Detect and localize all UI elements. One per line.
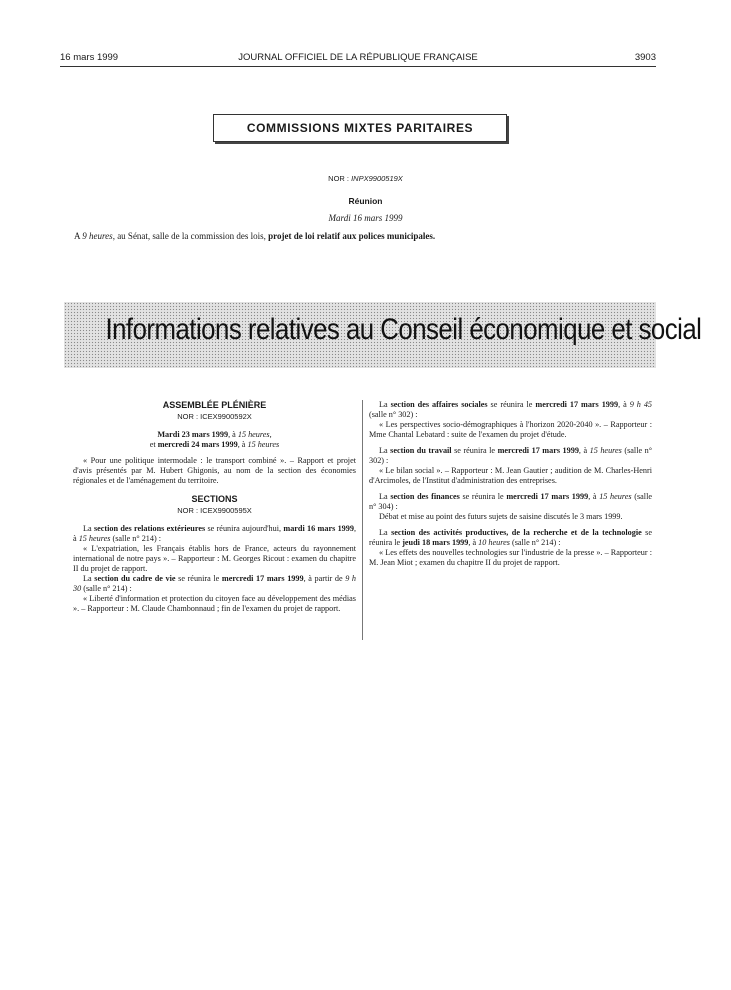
cmp-line-subject: projet de loi relatif aux polices municipales.	[268, 231, 436, 241]
ap-and: et	[149, 440, 158, 449]
header-rule	[60, 66, 656, 67]
r3-b: section des finances	[390, 492, 460, 501]
r3-g: (salle n° 304) :	[369, 492, 652, 511]
ap-nor: NOR : ICEX9900592X	[177, 412, 252, 421]
r2-e: , à	[578, 446, 590, 455]
r4-intro	[369, 528, 652, 548]
header-date: 16 mars 1999	[60, 52, 119, 63]
ap-time1: 15 heures	[237, 430, 270, 439]
r1-f: 9 h 45	[629, 400, 653, 409]
ap-date-line-2	[73, 440, 356, 450]
s2-d: mercredi 17 mars 1999	[221, 574, 304, 583]
cmp-nor-code: INPX9900519X	[351, 174, 403, 183]
ap-text: « Pour une politique intermodale : le transport combiné ». – Rapport et projet d'avis présentés par M. Hubert Ghigonis, au nom de la section des économies régionales et de l'aménagement du territoire.	[73, 456, 356, 485]
s2-e: , à partir de	[303, 574, 346, 583]
s1-e: , à	[73, 524, 357, 543]
r1-g: (salle n° 302) :	[369, 410, 418, 419]
r2-g: (salle n° 302) :	[369, 446, 652, 465]
r3-text: Débat et mise au point des futurs sujets de saisine discutés le 3 mars 1999.	[379, 512, 623, 521]
s1-f: 15 heures	[78, 534, 111, 543]
r1-a: La	[379, 400, 391, 409]
s2-c: se réunira le	[175, 574, 222, 583]
ap-date1: Mardi 23 mars 1999	[157, 430, 229, 439]
r2-text: « Le bilan social ». – Rapporteur : M. Jean Gautier ; audition de M. Charles-Henri d'Arcimoles, de l'Institut d'administration des entreprises.	[369, 466, 652, 485]
r1-b: section des affaires sociales	[390, 400, 488, 409]
s1-c: se réunira aujourd'hui,	[205, 524, 284, 533]
page-header	[60, 52, 656, 66]
r4-d: jeudi 18 mars 1999	[402, 538, 469, 547]
s1-a: La	[83, 524, 94, 533]
cmp-reunion: Réunion	[348, 196, 383, 206]
header-journal-title: JOURNAL OFFICIEL DE LA RÉPUBLIQUE FRANÇAISE	[238, 52, 478, 63]
r1-d: mercredi 17 mars 1999	[535, 400, 619, 409]
right-column	[369, 400, 652, 568]
s2-text: « Liberté d'information et protection du citoyen face au développement des médias ». – Rapporteur : M. Claude Chambonnaud ; fin de l'examen du projet de rapport.	[73, 594, 356, 613]
s1-g: (salle n° 214) :	[110, 534, 162, 543]
r1-intro	[369, 400, 652, 420]
r2-intro	[369, 446, 652, 466]
column-divider	[362, 400, 363, 640]
r3-e: , à	[588, 492, 600, 501]
r3-intro	[369, 492, 652, 512]
cmp-line	[74, 231, 654, 241]
ap-sep2: ,	[269, 430, 272, 439]
sections-nor: NOR : ICEX9900595X	[177, 506, 252, 515]
ces-banner-title: Informations relatives au Conseil économique et social	[105, 313, 702, 346]
sections-heading: SECTIONS	[191, 494, 238, 504]
s1-intro	[73, 524, 356, 544]
r3-f: 15 heures	[599, 492, 632, 501]
s2-f: 9 h 30	[73, 574, 357, 593]
r4-a: La	[379, 528, 392, 537]
header-page-number: 3903	[634, 52, 656, 63]
left-column	[73, 400, 356, 614]
r4-text: « Les effets des nouvelles technologies sur l'industrie de la presse ». – Rapporteur : M. Jean Miot ; examen du chapitre II du projet de rapport.	[369, 548, 652, 567]
ap-sep1: , à	[228, 430, 238, 439]
ap-date-line-1	[73, 430, 356, 440]
s2-b: section du cadre de vie	[94, 574, 176, 583]
ap-date2: mercredi 24 mars 1999	[157, 440, 238, 449]
r4-g: (salle n° 214) :	[509, 538, 561, 547]
cmp-line-place: , au Sénat, salle de la commission des lois,	[112, 231, 269, 241]
s2-g: (salle n° 214) :	[81, 584, 132, 593]
cmp-date: Mardi 16 mars 1999	[328, 213, 403, 223]
r3-d: mercredi 17 mars 1999	[506, 492, 589, 501]
s1-text: « L'expatriation, les Français établis hors de France, acteurs du rayonnement international de notre pays ». – Rapporteur : M. Georges Ricout : examen du chapitre II du projet de rapport.	[73, 544, 356, 573]
r4-e: , à	[468, 538, 479, 547]
s2-intro	[73, 574, 356, 594]
r2-d: mercredi 17 mars 1999	[497, 446, 579, 455]
ap-heading: ASSEMBLÉE PLÉNIÈRE	[162, 400, 267, 410]
cmp-nor-label: NOR :	[328, 174, 352, 183]
r1-text: « Les perspectives socio-démographiques à l'horizon 2020-2040 ». – Rapporteur : Mme Chantal Lebatard : suite de l'examen du projet d'étude.	[369, 420, 652, 439]
cmp-nor	[0, 174, 731, 183]
cmp-title-box: COMMISSIONS MIXTES PARITAIRES	[213, 114, 507, 142]
s1-b: section des relations extérieures	[93, 524, 206, 533]
r4-b: section des activités productives, de la recherche et de la technologie	[391, 528, 642, 537]
r2-c: se réunira le	[451, 446, 498, 455]
r1-c: se réunira le	[487, 400, 536, 409]
r1-e: , à	[618, 400, 630, 409]
s2-a: La	[83, 574, 95, 583]
r2-b: section du travail	[390, 446, 452, 455]
ap-time2: 15 heures	[247, 440, 280, 449]
r3-c: se réunira le	[459, 492, 507, 501]
r4-f: 10 heures	[478, 538, 510, 547]
r3-a: La	[379, 492, 391, 501]
r4-c: se réunira le	[369, 528, 652, 547]
r2-f: 15 heures	[589, 446, 622, 455]
cmp-line-time: 9 heures	[82, 231, 113, 241]
ap-sep3: , à	[237, 440, 248, 449]
s1-d: mardi 16 mars 1999	[283, 524, 354, 533]
r2-a: La	[379, 446, 391, 455]
cmp-line-a: A	[74, 231, 83, 241]
